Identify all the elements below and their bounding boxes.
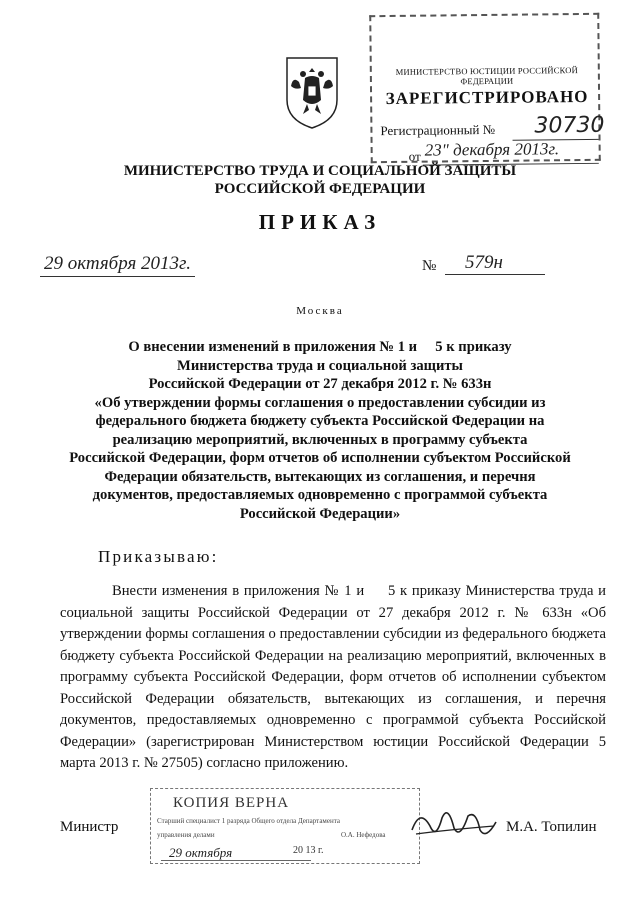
stamp-ministry: МИНИСТЕРСТВО ЮСТИЦИИ РОССИЙСКОЙ ФЕДЕРАЦИИ (395, 65, 578, 87)
stamp-status: ЗАРЕГИСТРИРОВАНО (385, 86, 589, 109)
stamp-number-label: Регистрационный № (380, 121, 496, 139)
registration-stamp (369, 13, 605, 164)
stamp-date-value: 23" декабря 2013г. (424, 139, 560, 160)
coat-of-arms-emblem (281, 52, 343, 130)
subject-line: Федерации обязательств, вытекающих из соглашения, и перечня (104, 468, 536, 485)
document-type: ПРИКАЗ (258, 210, 382, 234)
order-number-label: № (422, 258, 437, 274)
handwritten-signature (406, 800, 502, 848)
body-paragraph (60, 581, 610, 775)
order-date: 29 октября 2013г. (40, 253, 195, 277)
order-number: 579н (445, 252, 545, 275)
copy-stamp-line: управления делами (157, 831, 215, 839)
city: Москва (296, 305, 344, 317)
copy-certified-stamp (150, 788, 420, 864)
ministry-title (120, 162, 520, 198)
copy-stamp-title: КОПИЯ ВЕРНА (173, 795, 290, 811)
subject-line: Российской Федерации от 27 декабря 2012 г. № 633н (148, 376, 492, 392)
body-text: Внести изменения в приложения № 1 и 5 к приказу Министерства труда и социальной защиты Российской Федерации от 27 декабря 2012 г. № 633н «Об утверждении формы соглашения о предоставлении субсидии из федерального бюджета бюджету субъекта Российской Федерации на реализацию мероприятий, включенных в программу субъекта Российской Федерации, форм отчетов об исполнении субъектом Российской Федерации обязательств, вытекающих из соглашения, и перечня документов, предоставляемых одновременно с программой субъекта Российской Федерации» (зарегистрирован Министерством юстиции Российской Федерации 5 марта 2013 г. № 27505) согласно приложению. (60, 583, 610, 771)
stamp-date-label: от (408, 148, 421, 164)
copy-stamp-year: 20 13 г. (293, 845, 324, 856)
order-subject (50, 338, 590, 523)
decree-word: Приказываю: (98, 547, 219, 566)
subject-line: федерального бюджета бюджету субъекта Российской Федерации на (95, 413, 545, 429)
subject-line: Российской Федерации, форм отчетов об исполнении субъектом Российской (69, 450, 571, 466)
signer-title: Министр (60, 819, 119, 835)
copy-stamp-date: 29 октября (169, 845, 233, 860)
copy-stamp-line: Старший специалист 1 разряда Общего отдела Департамента (157, 817, 340, 825)
copy-stamp-underline (161, 860, 311, 861)
ministry-title-line: МИНИСТЕРСТВО ТРУДА И СОЦИАЛЬНОЙ ЗАЩИТЫ (123, 163, 517, 179)
stamp-number-value: 30730 (534, 112, 605, 139)
subject-line: О внесении изменений в приложения № 1 и 5 к приказу (128, 339, 512, 355)
copy-stamp-name: О.А. Нефедова (341, 831, 386, 839)
ministry-title-line: РОССИЙСКОЙ ФЕДЕРАЦИИ (214, 181, 426, 197)
subject-line: реализацию мероприятий, включенных в программу субъекта (112, 431, 528, 448)
subject-line: «Об утверждении формы соглашения о предоставлении субсидии из (94, 394, 546, 411)
subject-line: Российской Федерации» (239, 505, 401, 522)
subject-line: Министерства труда и социальной защиты (177, 357, 463, 374)
subject-line: документов, предоставляемых одновременно с программой субъекта (92, 487, 548, 503)
signer-name: М.А. Топилин (506, 819, 597, 835)
